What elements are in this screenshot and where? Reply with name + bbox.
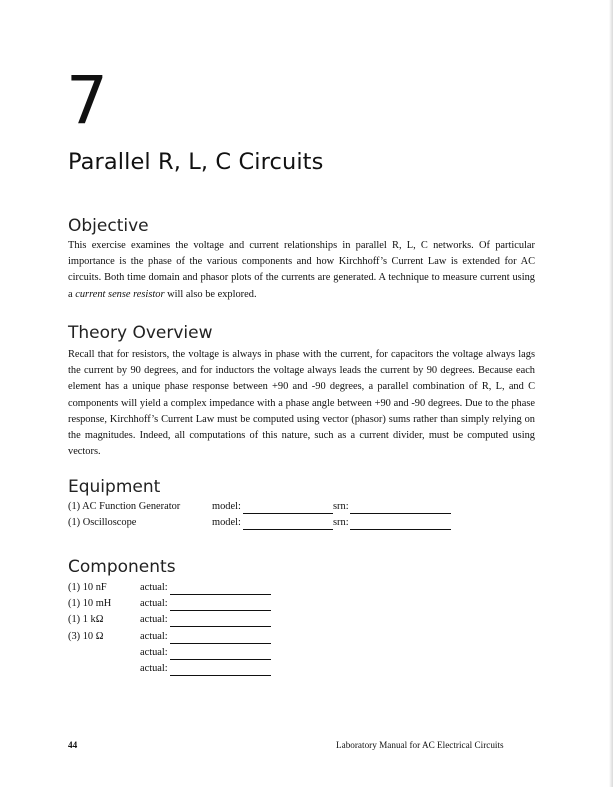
objective-emphasis: current sense resistor bbox=[75, 288, 165, 300]
objective-text-start: This exercise examines the voltage and current relationships in parallel R, L, C networks. Of particular importance is the phase of the various components and how Kirchhoff’s Current Law is extended for AC circuits. Both time domain and phasor plots of the currents are generated. A technique to measure current using a bbox=[68, 240, 535, 300]
component-actual-label: actual: bbox=[140, 647, 168, 658]
page-number: 44 bbox=[68, 740, 78, 750]
component-actual-blank[interactable] bbox=[170, 643, 271, 644]
equipment-sn-label: srn: bbox=[333, 517, 349, 528]
component-actual-blank[interactable] bbox=[170, 659, 271, 660]
component-actual-blank[interactable] bbox=[170, 610, 271, 611]
equipment-model-blank[interactable] bbox=[243, 529, 333, 530]
objective-text-end: will also be explored. bbox=[164, 288, 257, 300]
components-heading: Components bbox=[68, 557, 176, 577]
component-actual-label: actual: bbox=[140, 631, 168, 642]
component-actual-blank[interactable] bbox=[170, 594, 271, 595]
component-actual-label: actual: bbox=[140, 598, 168, 609]
objective-heading: Objective bbox=[68, 216, 149, 236]
equipment-sn-blank[interactable] bbox=[350, 513, 451, 514]
equipment-model-label: model: bbox=[212, 501, 241, 512]
equipment-name: (1) Oscilloscope bbox=[68, 517, 137, 528]
page-edge-shadow bbox=[609, 0, 613, 787]
component-name: (1) 1 kΩ bbox=[68, 614, 104, 625]
objective-paragraph bbox=[68, 238, 535, 303]
component-actual-label: actual: bbox=[140, 614, 168, 625]
equipment-heading: Equipment bbox=[68, 477, 161, 497]
component-name: (1) 10 nF bbox=[68, 582, 107, 593]
footer-book-title: Laboratory Manual for AC Electrical Circuits bbox=[336, 740, 504, 750]
component-actual-label: actual: bbox=[140, 663, 168, 674]
component-name: (1) 10 mH bbox=[68, 598, 112, 609]
chapter-number: 7 bbox=[66, 62, 106, 139]
equipment-name: (1) AC Function Generator bbox=[68, 501, 181, 512]
theory-paragraph: Recall that for resistors, the voltage is always in phase with the current, for capacitors the voltage always lags the current by 90 degrees, and for inductors the voltage always leads the current by 90 degrees. Because each element has a unique phase response between +90 and -90 degrees, a parallel combination of R, L, and C components will yield a complex impedance with a phase angle between +90 and -90 degrees. Due to the phase response, Kirchhoff’s Current Law must be computed using vector (phasor) sums rather than simply relying on the magnitudes. Indeed, all computations of this nature, such as a current divider, must be computed using vectors. bbox=[68, 349, 535, 458]
equipment-model-blank[interactable] bbox=[243, 513, 333, 514]
equipment-sn-blank[interactable] bbox=[350, 529, 451, 530]
component-actual-blank[interactable] bbox=[170, 626, 271, 627]
equipment-sn-label: srn: bbox=[333, 501, 349, 512]
component-actual-blank[interactable] bbox=[170, 675, 271, 676]
component-name: (3) 10 Ω bbox=[68, 631, 104, 642]
equipment-model-label: model: bbox=[212, 517, 241, 528]
chapter-title: Parallel R, L, C Circuits bbox=[68, 149, 324, 175]
theory-heading: Theory Overview bbox=[68, 323, 213, 343]
component-actual-label: actual: bbox=[140, 582, 168, 593]
